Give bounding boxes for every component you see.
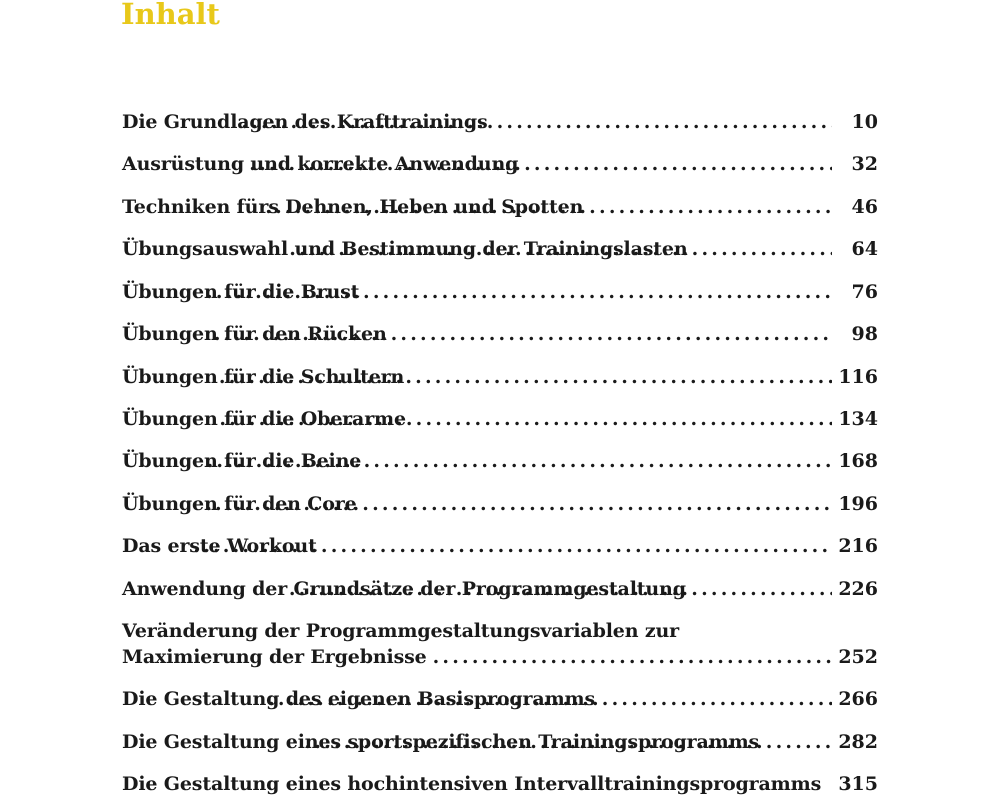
toc-entry[interactable]	[122, 771, 878, 797]
dot-leader	[193, 533, 832, 559]
toc-entry-page: 76	[851, 281, 878, 303]
dot-leader	[305, 729, 833, 755]
toc-entry[interactable]	[122, 151, 878, 177]
toc-entry-title: Übungen für die Brust	[122, 281, 360, 303]
toc-entry[interactable]	[122, 194, 878, 220]
toc-entry-page: 216	[838, 535, 878, 557]
dot-leader	[241, 109, 832, 135]
toc-entry-page: 226	[838, 578, 878, 600]
toc-entry-page: 196	[838, 493, 878, 515]
toc-entry[interactable]	[122, 279, 878, 305]
toc-entry-title: Die Gestaltung eines sportspezifischen Trainingsprogramms	[122, 731, 760, 753]
toc-entry-page: 32	[851, 153, 878, 175]
toc-entry[interactable]	[122, 109, 878, 135]
dot-leader	[265, 194, 832, 220]
toc-entry-title-line2: Maximierung der Ergebnisse	[122, 646, 427, 668]
toc-entry-page: 282	[838, 731, 878, 753]
toc-entry-title: Übungen für die Schultern	[122, 366, 405, 388]
page-title: Inhalt	[121, 0, 220, 31]
dot-leader	[219, 406, 832, 432]
toc-entry[interactable]	[122, 729, 878, 755]
toc-entry[interactable]	[122, 321, 878, 347]
dot-leader	[433, 644, 832, 670]
toc-entry-page: 98	[851, 323, 878, 345]
toc-entry[interactable]	[122, 364, 878, 390]
dot-leader	[214, 321, 832, 347]
dot-leader	[289, 576, 832, 602]
toc-entry-title: Übungsauswahl und Bestimmung der Trainingslasten	[122, 238, 688, 260]
toc-entry[interactable]	[122, 491, 878, 517]
toc-entry-title: Anwendung der Grundsätze der Programmgestaltung	[122, 578, 686, 600]
toc-entry-page: 46	[851, 196, 878, 218]
toc-entry-title: Die Grundlagen des Krafttrainings	[122, 111, 488, 133]
toc-entry[interactable]	[122, 406, 878, 432]
dot-leader	[249, 151, 832, 177]
toc-entry-page: 168	[838, 450, 878, 472]
toc-entry-title-line1: Veränderung der Programmgestaltungsvariablen zur	[122, 620, 680, 642]
toc-entry[interactable]	[122, 533, 878, 559]
toc-entry[interactable]	[122, 236, 878, 262]
dot-leader	[289, 236, 832, 262]
toc-entry[interactable]	[122, 686, 878, 712]
toc-entry-page: 116	[838, 366, 878, 388]
toc-entry-title: Ausrüstung und korrekte Anwendung	[122, 153, 519, 175]
toc-entry-title: Techniken fürs Dehnen, Heben und Spotten	[122, 196, 584, 218]
dot-leader	[205, 491, 832, 517]
dot-leader	[219, 364, 832, 390]
toc-entry-title: Das erste Workout	[122, 535, 317, 557]
toc-entry[interactable]	[122, 576, 878, 602]
toc-entry-page: 10	[851, 111, 878, 133]
toc-entry-page: 315	[838, 773, 878, 795]
toc-entry[interactable]	[122, 448, 878, 474]
toc-entry-title: Die Gestaltung des eigenen Basisprogramms	[122, 688, 596, 710]
toc-entry[interactable]	[122, 618, 878, 670]
toc-entry-page: 64	[851, 238, 878, 260]
toc-entry-title: Übungen für die Beine	[122, 450, 362, 472]
toc-entry-title: Die Gestaltung eines hochintensiven Intervalltrainingsprogramms	[122, 773, 822, 795]
dot-leader	[268, 686, 832, 712]
toc-entry-page: 252	[838, 646, 878, 668]
toc-entry-page: 134	[838, 408, 878, 430]
toc-entry-title: Übungen für den Core	[122, 493, 357, 515]
dot-leader	[206, 279, 832, 305]
toc-entry-page: 266	[838, 688, 878, 710]
toc-entry-title: Übungen für die Oberarme	[122, 408, 406, 430]
toc-entry-title: Übungen für den Rücken	[122, 323, 387, 345]
dot-leader	[207, 448, 832, 474]
